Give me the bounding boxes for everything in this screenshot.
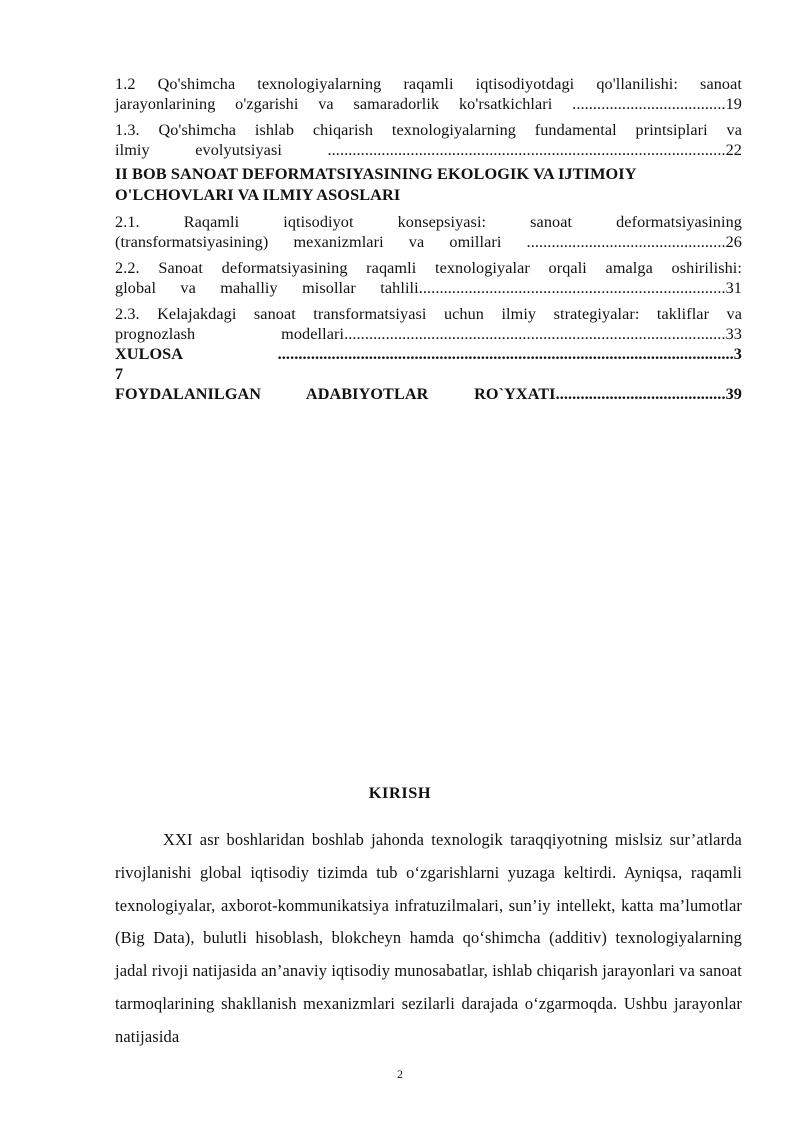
toc-chapter-2-line-2: O'LCHOVLARI VA ILMIY ASOSLARI — [115, 185, 401, 204]
toc-entry-2-3-line-1: 2.3. Kelajakdagi sanoat transformatsiyasi uchun ilmiy strategiyalar: takliflar va — [115, 305, 742, 323]
page-number: 2 — [397, 1067, 403, 1081]
toc-entry-1-2-line-2: jarayonlarining o'zgarishi va samaradorlik ko'rsatkichlari .....................................19 — [115, 95, 742, 113]
introduction-paragraph: XXI asr boshlaridan boshlab jahonda texnologik taraqqiyotning mislsiz sur’atlarda rivojlanishi global iqtisodiy tizimda tub o‘zgarishlarni yuzaga keltirdi. Ayniqsa, raqamli texnologiyalar, axborot-kommunikatsiya infratuzilmalari, sun’iy intellekt, katta ma’lumotlar (Big Data), bulutli hisoblash, blokcheyn hamda qo‘shimcha (additiv) texnologiyalarning jadal rivoji natijasida an’anaviy iqtisodiy munosabatlar, ishlab chiqarish jarayonlari va sanoat tarmoqlarining shakllanish mexanizmlari sezilarli darajada o‘zgarmoqda. Ushbu jarayonlar natijasida — [115, 830, 742, 1046]
toc-references: FOYDALANILGAN ADABIYOTLAR RO`YXATI.........................................39 — [115, 385, 742, 403]
toc-entry-2-1-line-2: (transformatsiyasining) mexanizmlari va omillari ................................................26 — [115, 233, 742, 251]
toc-entry-1-3-line-2: ilmiy evolyutsiyasi ................................................................................................22 — [115, 141, 742, 159]
toc-chapter-2-line-1: II BOB SANOAT DEFORMATSIYASINING EKOLOGIK VA IJTIMOIY — [115, 164, 637, 183]
toc-entry-2-2-line-2: global va mahalliy misollar tahlili..........................................................................31 — [115, 279, 742, 297]
toc-entry-2-2-line-1: 2.2. Sanoat deformatsiyasining raqamli texnologiyalar orqali amalga oshirilishi: — [115, 259, 742, 277]
toc-entry-2-1-line-1: 2.1. Raqamli iqtisodiyot konsepsiyasi: sanoat deformatsiyasining — [115, 213, 742, 231]
toc-conclusion-line-2: 7 — [115, 365, 124, 383]
toc-entry-1-2-line-1: 1.2 Qo'shimcha texnologiyalarning raqamli iqtisodiyotdagi qo'llanilishi: sanoat — [115, 75, 742, 93]
table-of-contents — [115, 74, 742, 404]
introduction-title: KIRISH — [368, 783, 432, 802]
toc-conclusion-line-1: XULOSA ..............................................................................................................3 — [115, 345, 742, 363]
toc-entry-2-3-line-2: prognozlash modellari............................................................................................33 — [115, 325, 742, 343]
toc-entry-1-3-line-1: 1.3. Qo'shimcha ishlab chiqarish texnologiyalarning fundamental printsiplari va — [115, 121, 742, 139]
